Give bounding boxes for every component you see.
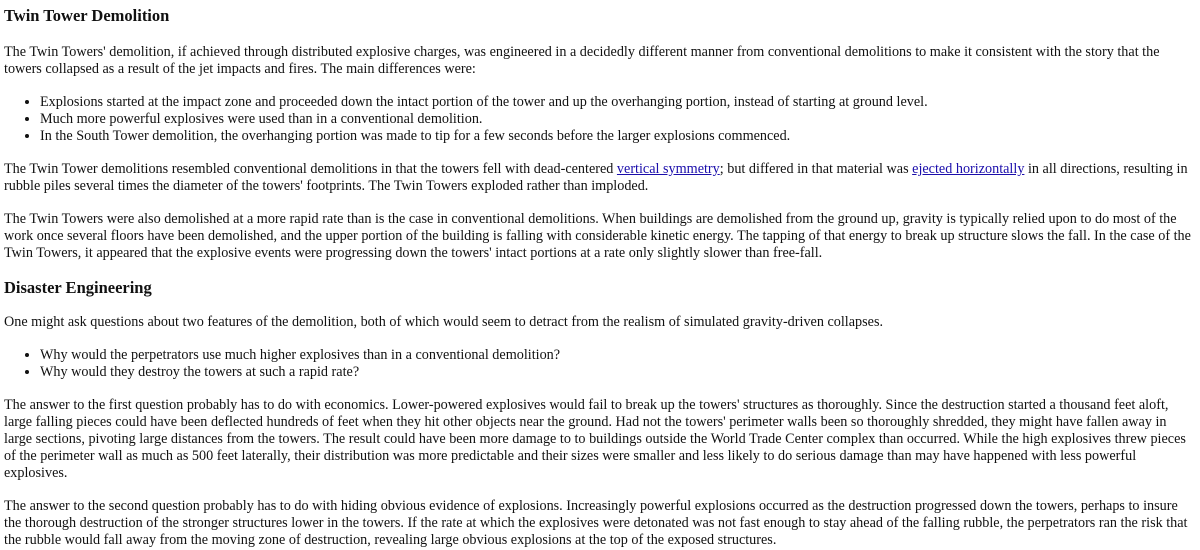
questions-list (4, 347, 1196, 381)
paragraph-symmetry (4, 161, 1196, 195)
text-segment: ; but differed in that material was (719, 161, 913, 177)
paragraph-rate: The Twin Towers were also demolished at a more rapid rate than is the case in conventional demolitions. When buildings are demolished from the ground up, gravity is typically relied upon to do most of the work once several floors have been demolished, and the upper portion of the building is falling with considerable kinetic energy. The tapping of that energy to break up structure slows the fall. In the case of the Twin Towers, it appeared that the explosive events were progressing down the towers' intact portions at a rate only slightly slower than free-fall. (4, 211, 1191, 261)
list-item: • In the South Tower demolition, the overhanging portion was made to tip for a few seconds before the larger explosions commenced. (40, 128, 1196, 145)
link-vertical-symmetry[interactable]: vertical symmetry (616, 161, 720, 177)
paragraph-answer-first: The answer to the first question probably has to do with economics. Lower-powered explosives would fail to break up the towers' structures as thoroughly. Since the destruction started a thousand feet aloft, large falling pieces could have been deflected hundreds of feet when they hit other objects near the ground. Had not the towers' perimeter walls been so thoroughly shredded, they might have fallen away in large sections, pivoting large distances from the towers. The result could have been more damage to to buildings outside the World Trade Center complex than occurred. While the high explosives threw pieces of the perimeter wall as much as 500 feet laterally, their distribution was more predictable and their sizes were smaller and less likely to do serious damage than may have happened with less powerful explosives. (4, 397, 1186, 481)
list-item: • Why would they destroy the towers at such a rapid rate? (40, 364, 1196, 381)
list-item: • Much more powerful explosives were used than in a conventional demolition. (40, 111, 1196, 128)
link-ejected-horizontally[interactable]: ejected horizontally (912, 161, 1025, 177)
paragraph-intro: The Twin Towers' demolition, if achieved through distributed explosive charges, was engineered in a decidedly different manner from conventional demolitions to make it consistent with the story that the towers collapsed as a result of the jet impacts and fires. The main differences were: (4, 44, 1160, 77)
differences-list (4, 94, 1196, 145)
section-heading-disaster-engineering: Disaster Engineering (4, 278, 152, 297)
list-item: • Explosions started at the impact zone and proceeded down the intact portion of the tower and up the overhanging portion, instead of starting at ground level. (40, 94, 1196, 111)
paragraph-questions-intro: One might ask questions about two features of the demolition, both of which would seem to detract from the realism of simulated gravity-driven collapses. (4, 314, 884, 330)
section-heading-twin-tower-demolition: Twin Tower Demolition (4, 6, 170, 25)
text-segment: in all directions, resulting in rubble piles several times the diameter of the towers' footprints. The Twin Towers exploded rather than imploded. (4, 161, 1188, 194)
text-segment: The Twin Tower demolitions resembled conventional demolitions in that the towers fell with dead-centered (4, 161, 617, 177)
list-item: • Why would the perpetrators use much higher explosives than in a conventional demolition? (40, 347, 1196, 364)
paragraph-answer-second: The answer to the second question probably has to do with hiding obvious evidence of explosions. Increasingly powerful explosions occurred as the destruction progressed down the towers, perhaps to insure the thorough destruction of the stronger structures lower in the towers. If the rate at which the explosives were detonated was not fast enough to stay ahead of the falling rubble, the perpetrators ran the risk that the rubble would fall away from the moving zone of destruction, revealing large obvious explosions at the top of the exposed structures. (4, 498, 1188, 548)
